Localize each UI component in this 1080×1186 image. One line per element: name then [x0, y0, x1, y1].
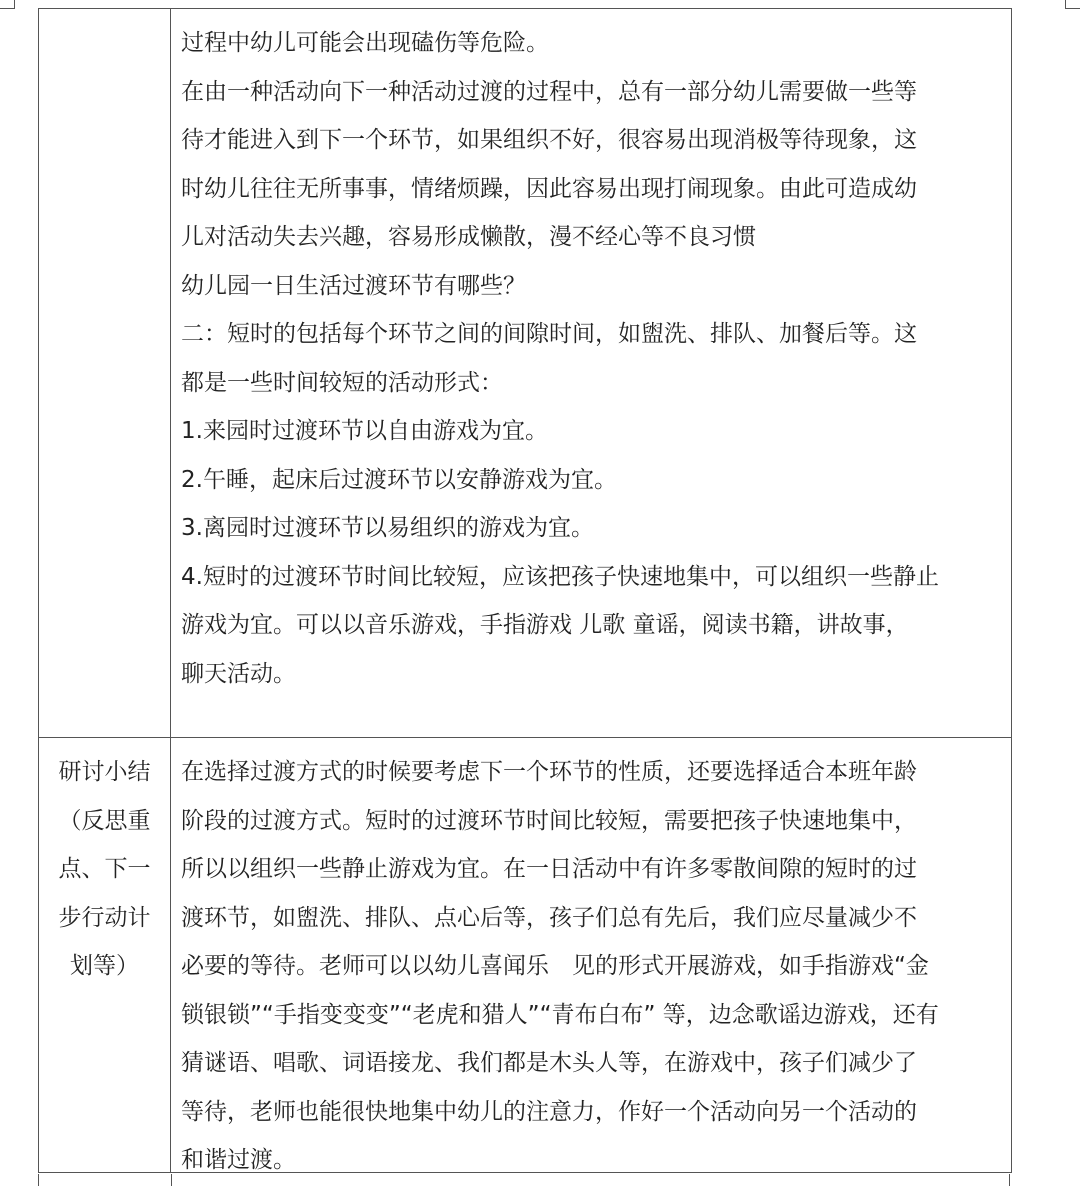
row-label-line: 研讨小结 — [58, 759, 151, 785]
row-content-cell — [171, 9, 1011, 737]
text-line: 幼儿园一日生活过渡环节有哪些？ — [181, 272, 526, 299]
page-corner-mark-left — [0, 0, 15, 9]
text-line: 时幼儿往往无所事事，情绪烦躁，因此容易出现打闹现象。由此可造成幼 — [181, 175, 917, 202]
text-line: 1.来园时过渡环节以自由游戏为宜。 — [181, 418, 548, 444]
text-line: 聊天活动。 — [181, 660, 296, 687]
text-line: 等待，老师也能很快地集中幼儿的注意力，作好一个活动向另一个活动的 — [181, 1098, 917, 1125]
text-line: 在由一种活动向下一种活动过渡的过程中，总有一部分幼儿需要做一些等 — [181, 78, 917, 105]
text-line: 阶段的过渡方式。短时的过渡环节时间比较短，需要把孩子快速地集中， — [181, 807, 917, 834]
text-line: 所以以组织一些静止游戏为宜。在一日活动中有许多零散间隙的短时的过 — [181, 856, 917, 882]
text-line: 3.离园时过渡环节以易组织的游戏为宜。 — [181, 515, 594, 541]
next-row-stub — [38, 1174, 1010, 1186]
text-line: 过程中幼儿可能会出现磕伤等危险。 — [181, 30, 549, 56]
text-line: 都是一些时间较短的活动形式： — [181, 369, 503, 396]
text-line: 待才能进入到下一个环节，如果组织不好，很容易出现消极等待现象，这 — [181, 127, 917, 153]
table-row-transition-content — [39, 9, 1011, 738]
text-line: 猜谜语、唱歌、词语接龙、我们都是木头人等，在游戏中，孩子们减少了 — [181, 1050, 917, 1076]
row-label-line: （反思重 — [58, 807, 151, 834]
row-label-cell-summary — [39, 738, 171, 1172]
text-line: 锁银锁”“手指变变变”“老虎和猎人”“青布白布” 等，边念歌谣边游戏，还有 — [181, 1001, 939, 1028]
text-line: 4.短时的过渡环节时间比较短，应该把孩子快速地集中，可以组织一些静止 — [181, 563, 939, 590]
text-line: 儿对活动失去兴趣，容易形成懒散，漫不经心等不良习惯 — [181, 224, 756, 250]
row-label-line: 步行动计 — [58, 904, 151, 931]
text-line: 渡环节，如盥洗、排队、点心后等，孩子们总有先后，我们应尽量减少不 — [181, 904, 917, 931]
row-label-line: 点、下一 — [58, 856, 151, 882]
row-label-line: 划等） — [70, 953, 139, 979]
table-row-summary — [39, 738, 1011, 1173]
row-content-cell-summary — [171, 738, 1011, 1172]
document-table — [38, 8, 1012, 1173]
text-line: 必要的等待。老师可以以幼儿喜闻乐 见的形式开展游戏，如手指游戏“金 — [181, 953, 929, 979]
text-line: 二：短时的包括每个环节之间的间隙时间，如盥洗、排队、加餐后等。这 — [181, 321, 917, 347]
row-label-cell-empty — [39, 9, 171, 737]
text-line: 游戏为宜。可以以音乐游戏，手指游戏 儿歌 童谣，阅读书籍，讲故事， — [181, 612, 909, 638]
column-divider — [171, 1174, 172, 1186]
text-line: 在选择过渡方式的时候要考虑下一个环节的性质，还要选择适合本班年龄 — [181, 759, 917, 785]
text-line: 2.午睡，起床后过渡环节以安静游戏为宜。 — [181, 466, 617, 493]
text-line: 和谐过渡。 — [181, 1147, 296, 1173]
page-corner-mark-right — [1065, 0, 1080, 9]
